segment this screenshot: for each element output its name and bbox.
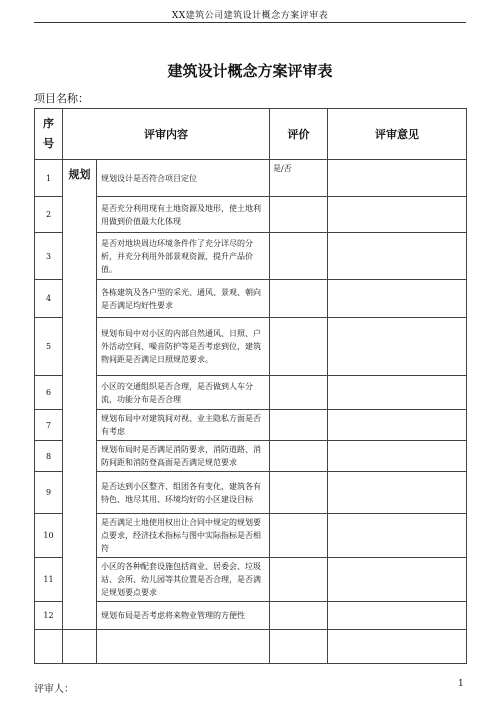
score-hint: 是/否 [273, 164, 292, 173]
header-seq-line2: 号 [43, 137, 54, 150]
blank-cell[interactable] [328, 630, 467, 664]
score-cell[interactable] [270, 160, 328, 197]
score-cell[interactable] [270, 233, 328, 280]
opinion-cell[interactable] [328, 514, 467, 558]
row-number: 9 [35, 472, 63, 514]
score-cell[interactable] [270, 318, 328, 376]
header-rule [34, 22, 466, 23]
header-opinion: 评审意见 [328, 109, 467, 160]
table-row [35, 602, 467, 630]
row-content: 是否满足土地使用权出让合同中规定的规划要点要求，经济技术指标与图中实际指标是否相符 [97, 514, 270, 558]
opinion-cell[interactable] [328, 558, 467, 602]
score-cell[interactable] [270, 280, 328, 318]
row-number: 3 [35, 233, 63, 280]
row-content: 规划设计是否符合项目定位 [97, 160, 270, 197]
table-row [35, 376, 467, 410]
opinion-cell[interactable] [328, 233, 467, 280]
opinion-cell[interactable] [328, 376, 467, 410]
row-content: 是否对地块周边环境条件作了充分详尽的分析，并充分利用外部景观资源，提升产品价值。 [97, 233, 270, 280]
score-cell[interactable] [270, 197, 328, 233]
row-number: 5 [35, 318, 63, 376]
review-table [34, 108, 467, 664]
header-seq [35, 109, 63, 160]
opinion-cell[interactable] [328, 441, 467, 472]
category-label: 规划 [68, 168, 91, 181]
row-number: 11 [35, 558, 63, 602]
score-cell[interactable] [270, 376, 328, 410]
opinion-cell[interactable] [328, 280, 467, 318]
opinion-cell[interactable] [328, 410, 467, 441]
row-number: 4 [35, 280, 63, 318]
row-content: 各栋建筑及各户型的采光、通风、景观、朝向是否满足均好性要求 [97, 280, 270, 318]
row-content: 是否达到小区整齐、组团各有变化，建筑各有特色、地尽其用、环境均好的小区建设目标 [97, 472, 270, 514]
header-seq-line1: 序 [43, 117, 54, 130]
row-number: 6 [35, 376, 63, 410]
page-title: 建筑设计概念方案评审表 [167, 62, 333, 80]
opinion-cell[interactable] [328, 160, 467, 197]
category-cell [63, 160, 97, 630]
score-cell[interactable] [270, 410, 328, 441]
opinion-cell[interactable] [328, 197, 467, 233]
row-content: 规划布局时是否满足消防要求，消防道路、消防间距和消防登高面是否满足规范要求 [97, 441, 270, 472]
opinion-cell[interactable] [328, 472, 467, 514]
table-row [35, 280, 467, 318]
score-cell[interactable] [270, 558, 328, 602]
table-row [35, 233, 467, 280]
header-content: 评审内容 [63, 109, 270, 160]
blank-cell [97, 630, 270, 664]
opinion-cell[interactable] [328, 602, 467, 630]
row-number: 10 [35, 514, 63, 558]
score-cell[interactable] [270, 441, 328, 472]
row-number: 7 [35, 410, 63, 441]
table-row [35, 160, 467, 197]
row-content: 是否充分利用现有土地资源及地形，使土地利用做到价值最大化体现 [97, 197, 270, 233]
table-row [35, 441, 467, 472]
table-row [35, 197, 467, 233]
row-content: 小区的各种配套设施包括商业、居委会、垃圾站、会所、幼儿园等其位置是否合理，是否满足规划要点要求 [97, 558, 270, 602]
blank-cell [63, 630, 97, 664]
page-number: 1 [458, 679, 464, 689]
row-content: 规划布局中对小区的内部自然通风、日照、户外活动空间、噪音防护等是否考虑到位，建筑物间距是否满足日照规范要求。 [97, 318, 270, 376]
row-number: 1 [35, 160, 63, 197]
row-number: 12 [35, 602, 63, 630]
table-row [35, 514, 467, 558]
row-content: 规划布局是否考虑将来物业管理的方便性 [97, 602, 270, 630]
table-row [35, 410, 467, 441]
row-content: 小区的交通组织是否合理，是否做到人车分流，功能分布是否合理 [97, 376, 270, 410]
blank-cell [35, 630, 63, 664]
row-number: 2 [35, 197, 63, 233]
project-name-label: 项目名称： [34, 92, 89, 105]
running-header: XX建筑公司建筑设计概念方案评审表 [171, 11, 329, 21]
blank-cell[interactable] [270, 630, 328, 664]
row-number: 8 [35, 441, 63, 472]
table-row [35, 318, 467, 376]
score-cell[interactable] [270, 602, 328, 630]
reviewer-label: 评审人： [34, 684, 74, 695]
row-content: 规划布局中对建筑间对视、业主隐私方面是否有考虑 [97, 410, 270, 441]
header-score: 评价 [270, 109, 328, 160]
table-row [35, 558, 467, 602]
score-cell[interactable] [270, 514, 328, 558]
table-row-blank [35, 630, 467, 664]
opinion-cell[interactable] [328, 318, 467, 376]
table-header-row [35, 109, 467, 160]
score-cell[interactable] [270, 472, 328, 514]
table-row [35, 472, 467, 514]
